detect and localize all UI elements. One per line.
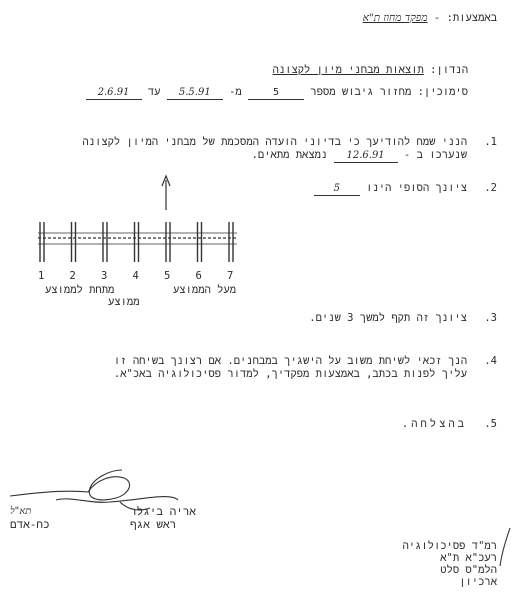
item-2-score: 5 (314, 183, 360, 196)
item-1-prefix: שנערכו ב - (403, 149, 467, 161)
item-5-number: 5. (484, 418, 497, 430)
item-2-text: ציונך הסופי הינו (366, 182, 467, 194)
via-label: באמצעות: - (433, 12, 497, 24)
item-1-suffix: נמצאת מתאים. (251, 149, 328, 161)
scale-tick-label-2: 2 (69, 270, 76, 282)
via-value: מפקד מחוז ת"א (362, 12, 428, 24)
item-3-number: 3. (484, 312, 497, 324)
item-4-line-1: הנך זכאי לשיחת משוב על הישגיך במבחנים. אם רצונך בשיחה זו (113, 355, 467, 367)
scale-label-below: מתחת לממוצע (45, 284, 115, 296)
distribution-item: רעכ"א ת"א (440, 552, 497, 564)
item-1-number: 1. (484, 136, 497, 148)
scale-tick-label-4: 4 (132, 270, 139, 282)
item-1-date: 12.6.91 (334, 150, 398, 163)
signatory-title: ראש אגף (130, 518, 177, 531)
item-4-number: 4. (484, 355, 497, 367)
item-5-text: בהצלחה. (401, 418, 467, 430)
subject-value: תוצאות מבחני מיון לקצונה (272, 64, 424, 76)
reference-to-word: עד (147, 86, 161, 98)
scale-label-above: מעל הממוצע (173, 284, 237, 296)
signatory-department: כח-אדם (10, 518, 50, 531)
signatory-name: אריה ביגלר (130, 505, 197, 518)
item-4-line-2: עליך לפנות בכתב, באמצעות מפקדיך, למדור פסיכולוגיה באכ"א. (113, 368, 467, 380)
scale-tick-label-3: 3 (101, 270, 108, 282)
scale-tick-label-6: 6 (195, 270, 202, 282)
reference-number: 5 (248, 87, 304, 100)
reference-to-date: 2.6.91 (86, 87, 142, 100)
reference-from-date: 5.5.91 (167, 87, 223, 100)
scale-tick-label-7: 7 (227, 270, 234, 282)
item-2-number: 2. (484, 182, 497, 194)
reference-label: סימוכין: מחזור גיבוש מספר (310, 86, 468, 98)
item-3-text: ציונך זה תקף למשך 3 שנים. (309, 312, 467, 324)
distribution-item: הלמ"ס סלט (440, 564, 497, 576)
distribution-item: רמ"ד פסיכולוגיה (402, 540, 497, 552)
scale-label-average: ממוצע (108, 296, 140, 308)
signatory-rank: תא"ל (10, 506, 32, 517)
scale-tick-label-1: 1 (38, 270, 45, 282)
item-1-line-1: הנני שמח להודיעך כי בדיוני הועדה המסכמת של מבחני המיון לקצונה (82, 136, 467, 148)
reference-from-word: מ- (229, 86, 242, 98)
subject-label: הנדון: (430, 64, 468, 76)
scale-tick-label-5: 5 (164, 270, 171, 282)
distribution-item: ארכיון (459, 576, 497, 588)
